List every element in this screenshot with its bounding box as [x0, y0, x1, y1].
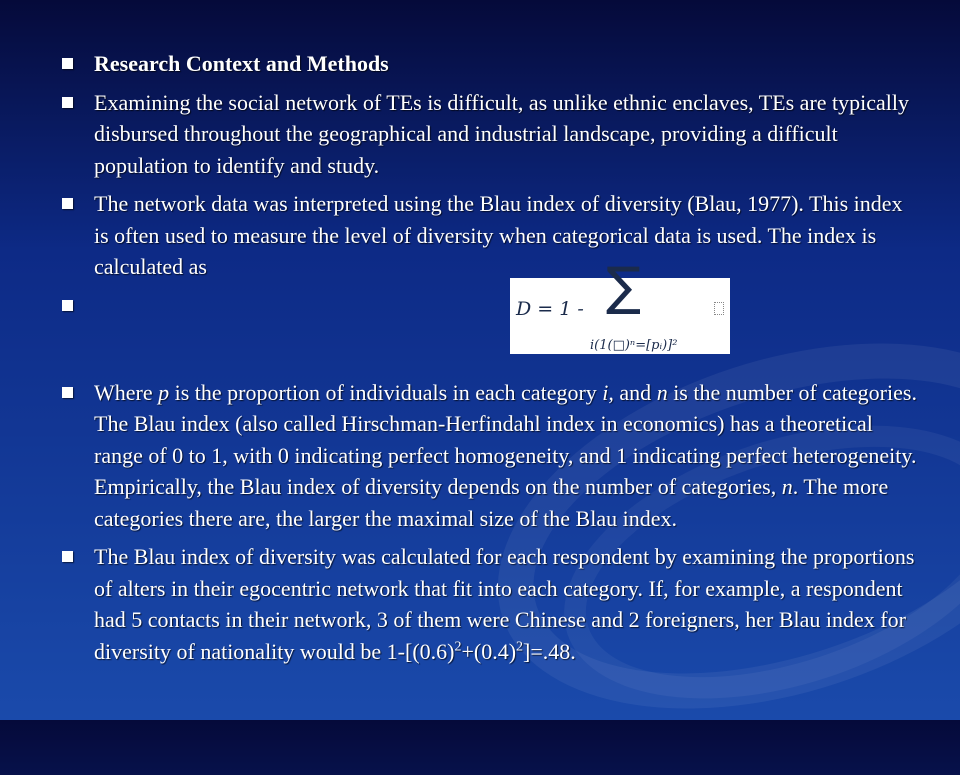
placeholder-box-icon	[714, 302, 724, 315]
bullet-square-icon	[62, 97, 73, 108]
blau-formula-image	[510, 256, 730, 354]
slide-content	[60, 48, 920, 667]
bullet-square-icon	[62, 300, 73, 311]
bullet-square-icon	[62, 551, 73, 562]
bullet-text: Examining the social network of TEs is difficult, as unlike ethnic enclaves, TEs are typically disbursed throughout the geographical and industrial landscape, providing a difficult population to identify and study.	[94, 89, 910, 178]
formula-subscript: i(1(□)ⁿ=[pᵢ)]²	[590, 337, 678, 353]
bullet-text-part: The Blau index of diversity was calculated for each respondent by examining the proportions of alters in their egocentric network that fit into each category. If, for example, a respondent had 5 contacts in their network, 3 of them were Chinese and 2 foreigners, her Blau index for diversity of nationality would be 1-[(0.6)	[94, 544, 915, 664]
bullet-calculation	[60, 541, 920, 667]
var-i: i,	[602, 379, 614, 405]
heading-text: Research Context and Methods	[94, 51, 389, 76]
var-p: p	[158, 379, 170, 405]
bullet-examining	[60, 87, 920, 182]
bullet-text-part: Where	[94, 379, 159, 405]
bullet-formula	[60, 256, 920, 370]
bullet-square-icon	[62, 198, 73, 209]
bullet-text-part: is the proportion of individuals in each category	[169, 379, 603, 405]
sigma-icon: ∑	[606, 256, 642, 317]
bullet-text-part: +(0.4)	[461, 638, 517, 664]
bullet-blau-intro	[60, 188, 920, 283]
bullet-square-icon	[62, 387, 73, 398]
superscript: 2	[516, 639, 524, 655]
bullet-text-part: and	[613, 379, 657, 405]
bullet-text-part: ]=.48.	[523, 638, 576, 664]
bullet-where	[60, 377, 920, 535]
bullet-heading	[60, 48, 920, 80]
formula-lhs: D = 1 -	[516, 297, 584, 320]
bullet-text: The network data was interpreted using the Blau index of diversity (Blau, 1977). This index is often used to measure the level of diversity when categorical data is used. The index is calculated as	[94, 191, 903, 279]
bullet-text-part: is the number of categories. The Blau index (also called Hirschman-Herfindahl index in economics) has a theoretical range of 0 to 1, with 0 indicating perfect homogeneity, and 1 indicating perfect heterogeneity. Empirically, the Blau index of diversity depends on the number of categories,	[94, 379, 917, 499]
var-n: n	[656, 379, 668, 405]
superscript: 2	[454, 639, 462, 655]
bullet-square-icon	[62, 58, 73, 69]
bullet-text-part: . The more categories there are, the larger the maximal size of the Blau index.	[94, 474, 889, 531]
var-n: n	[781, 474, 793, 499]
